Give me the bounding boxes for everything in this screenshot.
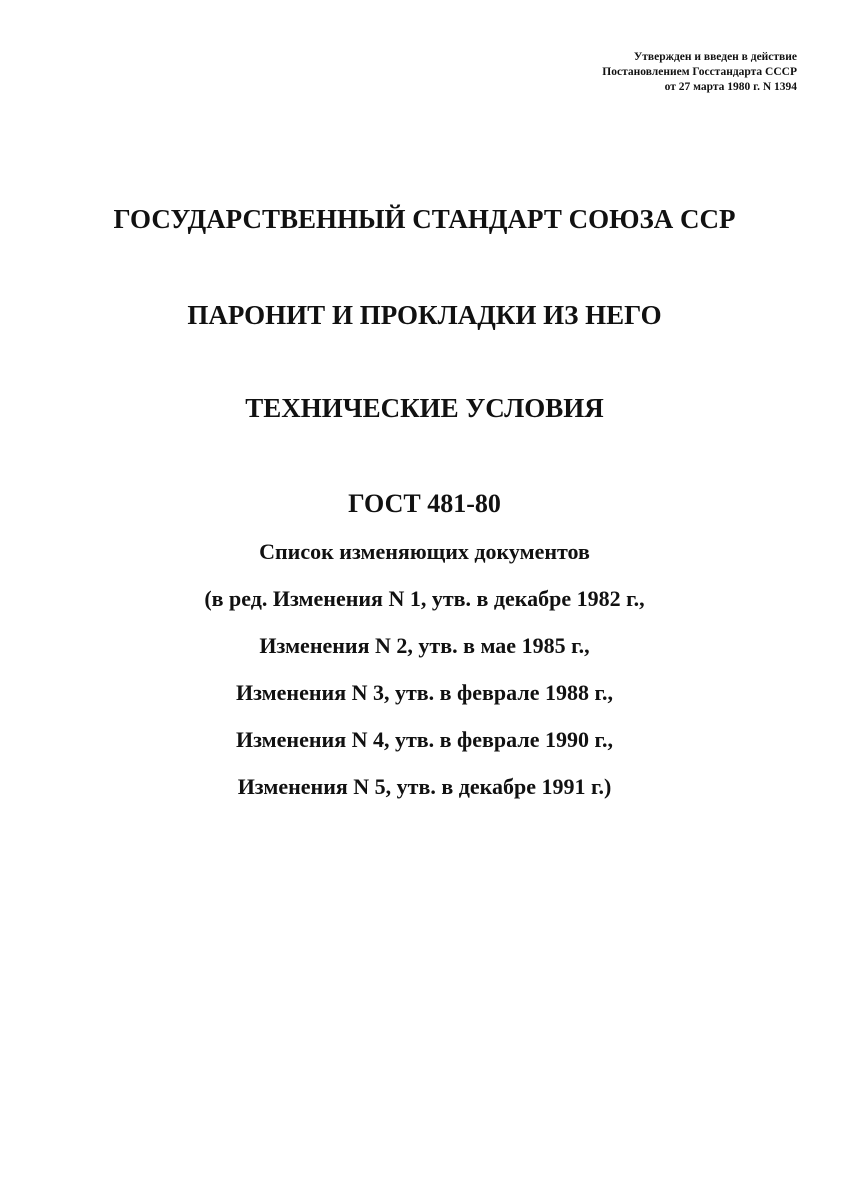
approval-note	[602, 50, 797, 95]
approval-line: Утвержден и введен в действие	[633, 51, 797, 63]
changes-list	[0, 535, 849, 817]
standard-title: ГОСУДАРСТВЕННЫЙ СТАНДАРТ СОЮЗА ССР	[113, 204, 736, 234]
approval-line: Постановлением Госстандарта СССР	[602, 66, 797, 78]
approval-line: от 27 марта 1980 г. N 1394	[664, 81, 797, 93]
gost-number: ГОСТ 481-80	[348, 489, 501, 518]
change-item: Изменения N 5, утв. в декабре 1991 г.)	[237, 774, 612, 799]
change-item: Изменения N 4, утв. в феврале 1990 г.,	[236, 727, 613, 752]
document-type: ТЕХНИЧЕСКИЕ УСЛОВИЯ	[245, 393, 604, 423]
change-item: Изменения N 2, утв. в мае 1985 г.,	[259, 633, 590, 658]
change-item: (в ред. Изменения N 1, утв. в декабре 1982 г.,	[204, 586, 645, 611]
changes-heading: Список изменяющих документов	[259, 539, 590, 564]
change-item: Изменения N 3, утв. в феврале 1988 г.,	[236, 680, 613, 705]
standard-subject: ПАРОНИТ И ПРОКЛАДКИ ИЗ НЕГО	[187, 300, 662, 330]
